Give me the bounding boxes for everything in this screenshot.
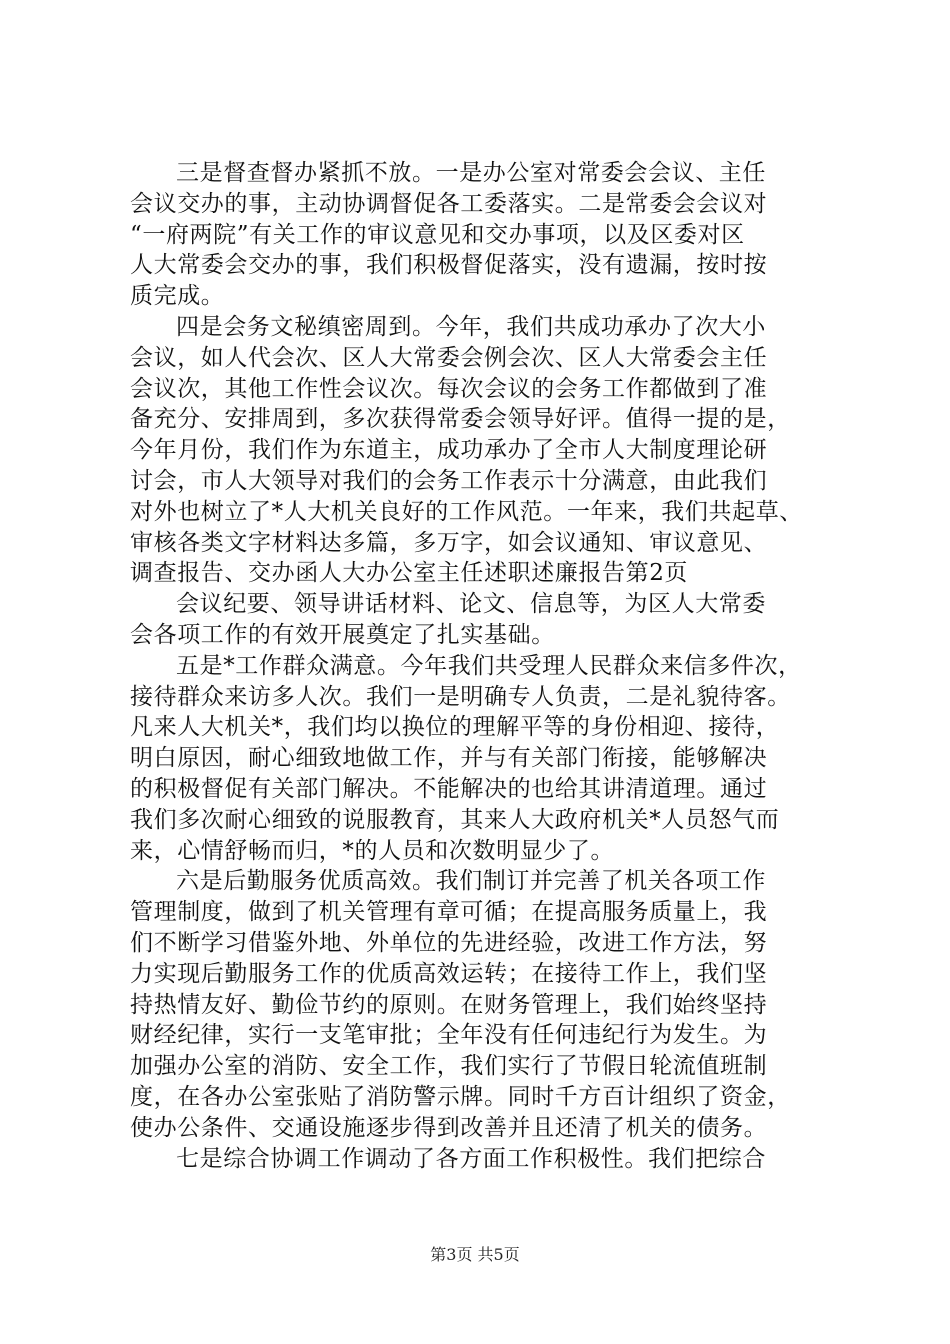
text-line: “一府两院”有关工作的审议意见和交办事项，以及区委对区	[130, 221, 745, 248]
text-line: 今年月份，我们作为东道主，成功承办了全市人大制度理论研	[130, 437, 768, 464]
text-line: 来，心情舒畅而归，*的人员和次数明显少了。	[130, 837, 615, 864]
text-line: 五是*工作群众满意。今年我们共受理人民群众来信多件次，	[176, 652, 802, 679]
text-line: 质完成。	[130, 283, 225, 310]
text-line: 审核各类文字材料达多篇，多万字，如会议通知、审议意见、	[130, 529, 768, 556]
text-line: 接待群众来访多人次。我们一是明确专人负责，二是礼貌待客。	[130, 683, 791, 710]
text-line: 的积极督促有关部门解决。不能解决的也给其讲清道理。通过	[130, 775, 768, 802]
text-line: 财经纪律，实行一支笔审批；全年没有任何违纪行为发生。为	[130, 1022, 768, 1049]
text-line: 力实现后勤服务工作的优质高效运转；在接待工作上，我们坚	[130, 960, 768, 987]
page-footer	[0, 1245, 950, 1265]
text-line: 使办公条件、交通设施逐步得到改善并且还清了机关的债务。	[130, 1114, 768, 1141]
text-line: 管理制度，做到了机关管理有章可循；在提高服务质量上，我	[130, 899, 768, 926]
text-line: 六是后勤服务优质高效。我们制订并完善了机关各项工作	[176, 868, 766, 895]
text-line: 三是督查督办紧抓不放。一是办公室对常委会会议、主任	[176, 160, 766, 186]
text-line: 会议次，其他工作性会议次。每次会议的会务工作都做到了准	[130, 375, 768, 402]
text-line: 人大常委会交办的事，我们积极督促落实，没有遗漏，按时按	[130, 252, 768, 279]
text-line: 会议交办的事，主动协调督促各工委落实。二是常委会会议对	[130, 190, 768, 217]
text-line: 对外也树立了*人大机关良好的工作风范。一年来，我们共起草、	[130, 498, 803, 525]
text-line: 我们多次耐心细致的说服教育，其来人大政府机关*人员怒气而	[130, 806, 780, 833]
text-line: 调查报告、交办函人大办公室主任述职述廉报告第2页	[130, 560, 689, 587]
text-line: 四是会务文秘缜密周到。今年，我们共成功承办了次大小	[176, 313, 766, 340]
text-line: 明白原因，耐心细致地做工作，并与有关部门衔接，能够解决	[130, 745, 768, 772]
page-number: 第3页 共5页	[430, 1245, 520, 1264]
text-line: 加强办公室的消防、安全工作，我们实行了节假日轮流值班制	[130, 1053, 768, 1080]
text-line: 会议，如人代会次、区人大常委会例会次、区人大常委会主任	[130, 344, 768, 371]
text-line: 们不断学习借鉴外地、外单位的先进经验，改进工作方法，努	[130, 929, 768, 956]
text-line: 凡来人大机关*，我们均以换位的理解平等的身份相迎、接待，	[130, 714, 780, 741]
text-line: 会各项工作的有效开展奠定了扎实基础。	[130, 621, 555, 648]
document-body	[130, 158, 835, 1174]
text-line: 持热情友好、勤俭节约的原则。在财务管理上，我们始终坚持	[130, 991, 768, 1018]
text-line: 讨会，市人大领导对我们的会务工作表示十分满意，由此我们	[130, 467, 768, 494]
text-line: 备充分、安排周到，多次获得常委会领导好评。值得一提的是，	[130, 406, 791, 433]
text-line: 度，在各办公室张贴了消防警示牌。同时千方百计组织了资金，	[130, 1083, 791, 1110]
text-line: 七是综合协调工作调动了各方面工作积极性。我们把综合	[176, 1145, 766, 1172]
text-line: 会议纪要、领导讲话材料、论文、信息等，为区人大常委	[176, 591, 766, 618]
